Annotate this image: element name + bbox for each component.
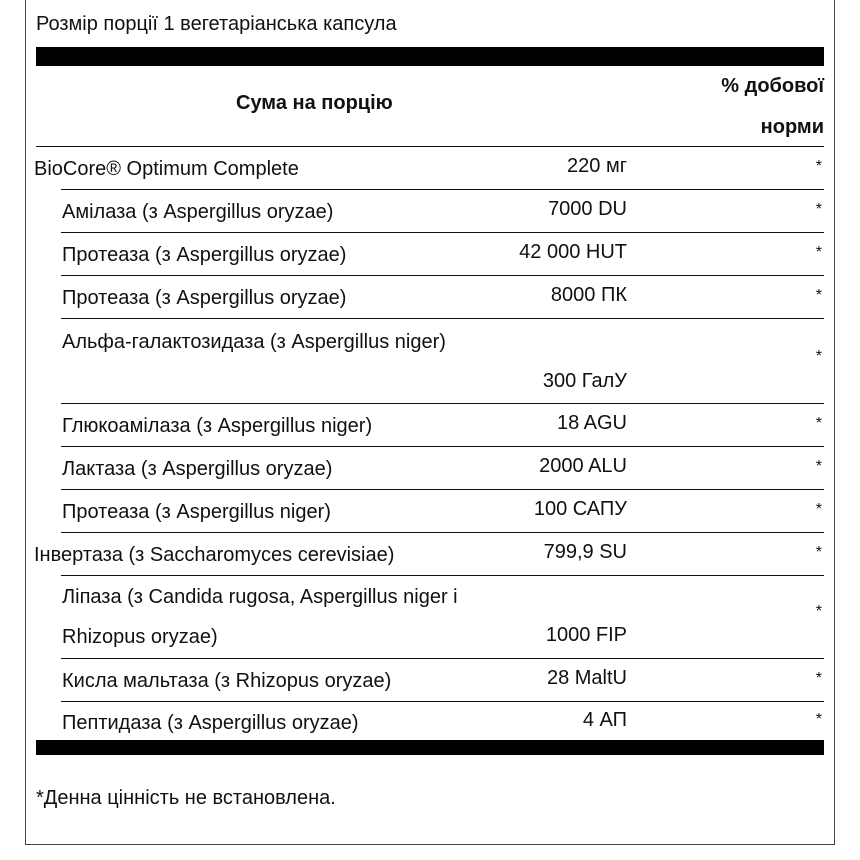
ingredient-amount: 8000 ПК xyxy=(550,284,627,306)
ingredient-amount: 300 ГалУ xyxy=(542,370,627,392)
daily-value-mark: * xyxy=(815,544,822,561)
ingredient-amount: 7000 DU xyxy=(548,198,627,220)
daily-value-mark: * xyxy=(815,415,822,432)
amount-per-serving-header: Сума на порцію xyxy=(236,92,393,114)
daily-value-header-line1: % добової xyxy=(721,75,824,97)
table-row xyxy=(26,659,834,701)
ingredient-amount: 18 AGU xyxy=(556,412,627,434)
daily-value-mark: * xyxy=(815,201,822,218)
top-thick-divider xyxy=(36,47,824,66)
ingredient-amount: 1000 FIP xyxy=(545,624,627,646)
table-row xyxy=(26,533,834,575)
ingredient-name: Протеаза (з Aspergillus oryzae) xyxy=(62,287,347,309)
table-row xyxy=(26,490,834,532)
ingredient-amount: 799,9 SU xyxy=(543,541,627,563)
table-row xyxy=(26,276,834,318)
table-row xyxy=(26,233,834,275)
ingredient-amount: 42 000 HUT xyxy=(519,241,627,263)
ingredient-name-continued: Rhizopus oryzae) xyxy=(62,626,218,648)
table-row xyxy=(26,190,834,232)
ingredient-name: Кисла мальтаза (з Rhizopus oryzae) xyxy=(62,670,392,692)
daily-value-mark: * xyxy=(815,244,822,261)
ingredient-name: Альфа-галактозидаза (з Aspergillus niger) xyxy=(62,331,446,353)
table-row xyxy=(26,404,834,446)
daily-value-mark: * xyxy=(815,711,822,728)
ingredient-name: BioCore® Optimum Complete xyxy=(34,158,299,180)
table-row xyxy=(26,702,834,740)
table-row xyxy=(26,447,834,489)
table-row xyxy=(26,147,834,189)
daily-value-mark: * xyxy=(815,348,822,365)
table-row xyxy=(26,576,834,658)
ingredient-amount: 2000 ALU xyxy=(539,455,627,477)
daily-value-mark: * xyxy=(815,158,822,175)
ingredient-amount: 28 MaltU xyxy=(546,667,627,689)
ingredient-name: Амілаза (з Aspergillus oryzae) xyxy=(62,201,334,223)
ingredient-name: Лактаза (з Aspergillus oryzae) xyxy=(62,458,333,480)
ingredient-amount: 100 САПУ xyxy=(533,498,627,520)
ingredient-name: Протеаза (з Aspergillus niger) xyxy=(62,501,331,523)
ingredient-amount: 220 мг xyxy=(567,155,627,177)
daily-value-mark: * xyxy=(815,287,822,304)
daily-value-mark: * xyxy=(815,458,822,475)
ingredient-name: Пептидаза (з Aspergillus oryzae) xyxy=(62,712,359,734)
ingredient-amount: 4 АП xyxy=(582,709,627,731)
ingredient-name: Ліпаза (з Candida rugosa, Aspergillus niger і xyxy=(62,586,458,608)
ingredient-name: Інвертаза (з Saccharomyces cerevisiae) xyxy=(34,544,395,566)
bottom-thick-divider xyxy=(36,740,824,755)
table-row xyxy=(26,319,834,403)
daily-value-header xyxy=(624,66,824,148)
ingredient-name: Протеаза (з Aspergillus oryzae) xyxy=(62,244,347,266)
daily-value-mark: * xyxy=(815,670,822,687)
ingredient-name: Глюкоамілаза (з Aspergillus niger) xyxy=(62,415,373,437)
supplement-facts-panel xyxy=(25,0,835,845)
daily-value-mark: * xyxy=(815,603,822,620)
footnote: *Денна цінність не встановлена. xyxy=(36,787,336,809)
serving-size: Розмір порції 1 вегетаріанська капсула xyxy=(36,13,397,35)
daily-value-header-line2: норми xyxy=(760,116,824,138)
daily-value-mark: * xyxy=(815,501,822,518)
